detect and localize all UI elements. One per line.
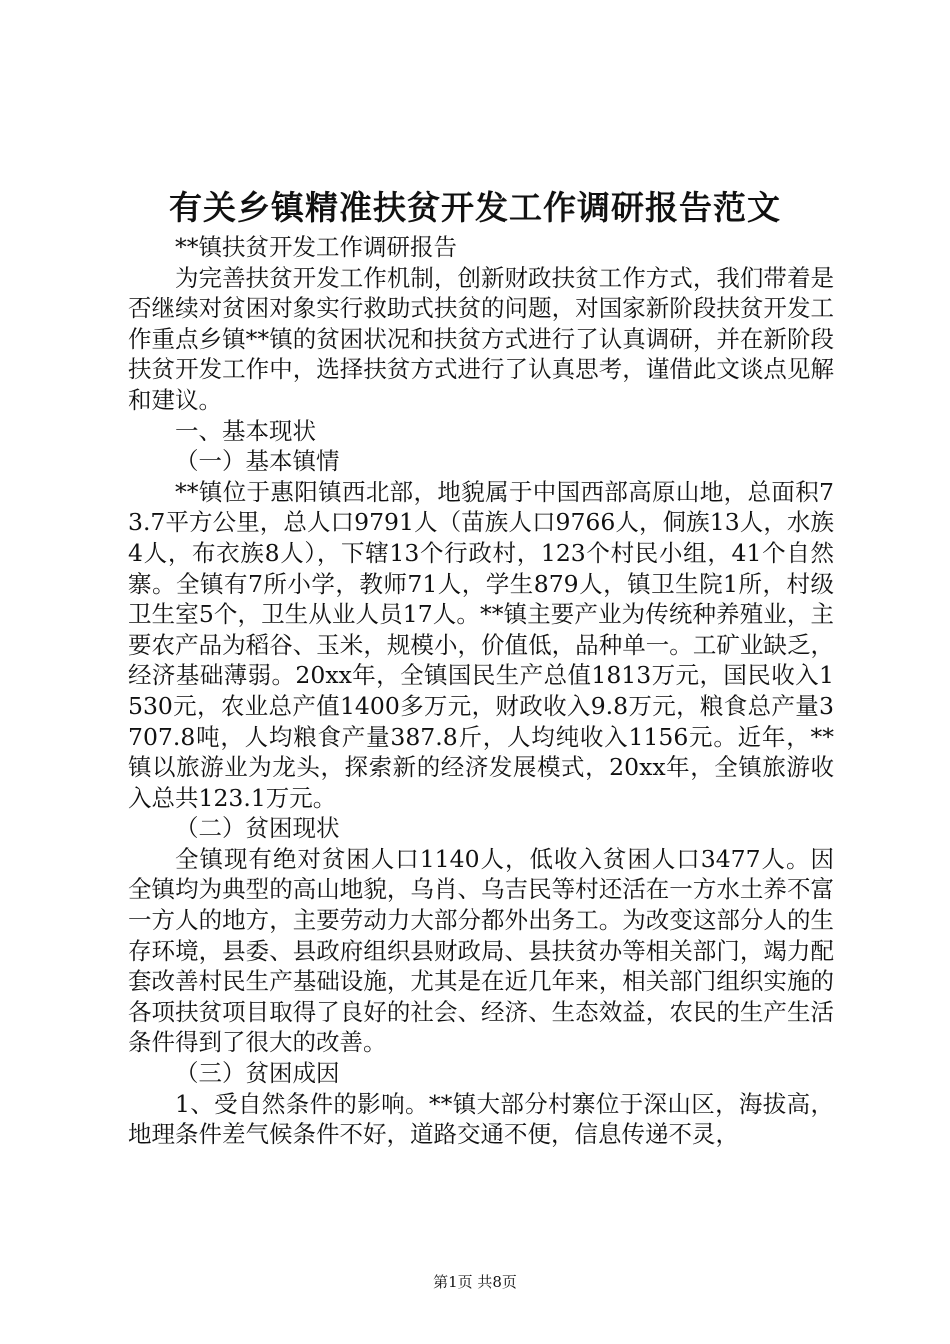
document-body: [128, 232, 834, 1150]
page-footer: 第1页 共8页: [433, 1273, 517, 1291]
subsection-heading-poverty-causes: （三）贫困成因: [175, 1059, 340, 1088]
subsection-heading-town-overview: （一）基本镇情: [175, 447, 340, 476]
subsection-heading-poverty-status: （二）贫困现状: [175, 814, 340, 843]
section-heading-basic-status: 一、基本现状: [175, 416, 316, 445]
report-subtitle: **镇扶贫开发工作调研报告: [175, 233, 457, 261]
intro-paragraph: 为完善扶贫开发工作机制，创新财政扶贫工作方式，我们带着是否继续对贫困对象实行救助式扶贫的问题，对国家新阶段扶贫开发工作重点乡镇**镇的贫困状况和扶贫方式进行了认真调研，并在新阶段扶贫开发工作中，选择扶贫方式进行了认真思考，谨借此文谈点见解和建议。: [128, 263, 834, 414]
poverty-causes-paragraph: 1、受自然条件的影响。**镇大部分村寨位于深山区，海拔高，地理条件差气候条件不好，道路交通不便，信息传递不灵，: [128, 1089, 834, 1149]
poverty-status-paragraph: 全镇现有绝对贫困人口1140人，低收入贫困人口3477人。因全镇均为典型的高山地貌，乌肖、乌吉民等村还活在一方水土养不富一方人的地方，主要劳动力大部分都外出务工。为改变这部分人的生存环境，县委、县政府组织县财政局、县扶贫办等相关部门，竭力配套改善村民生产基础设施，尤其是在近几年来，相关部门组织实施的各项扶贫项目取得了良好的社会、经济、生态效益，农民的生产生活条件得到了很大的改善。: [128, 844, 834, 1057]
document-title: 有关乡镇精准扶贫开发工作调研报告范文: [169, 188, 781, 227]
town-overview-paragraph: **镇位于惠阳镇西北部，地貌属于中国西部高原山地，总面积73.7平方公里，总人口9791人（苗族人口9766人，侗族13人，水族4人，布衣族8人），下辖13个行政村，123个村民小组，41个自然寨。全镇有7所小学，教师71人，学生879人，镇卫生院1所，村级卫生室5个，卫生从业人员17人。**镇主要产业为传统种养殖业，主要农产品为稻谷、玉米，规模小，价值低，品种单一。工矿业缺乏，经济基础薄弱。20xx年，全镇国民生产总值1813万元，国民收入1530元，农业总产值1400多万元，财政收入9.8万元，粮食总产量3707.8吨，人均粮食产量387.8斤，人均纯收入1156元。近年，**镇以旅游业为龙头，探索新的经济发展模式，20xx年，全镇旅游收入总共123.1万元。: [128, 477, 834, 812]
